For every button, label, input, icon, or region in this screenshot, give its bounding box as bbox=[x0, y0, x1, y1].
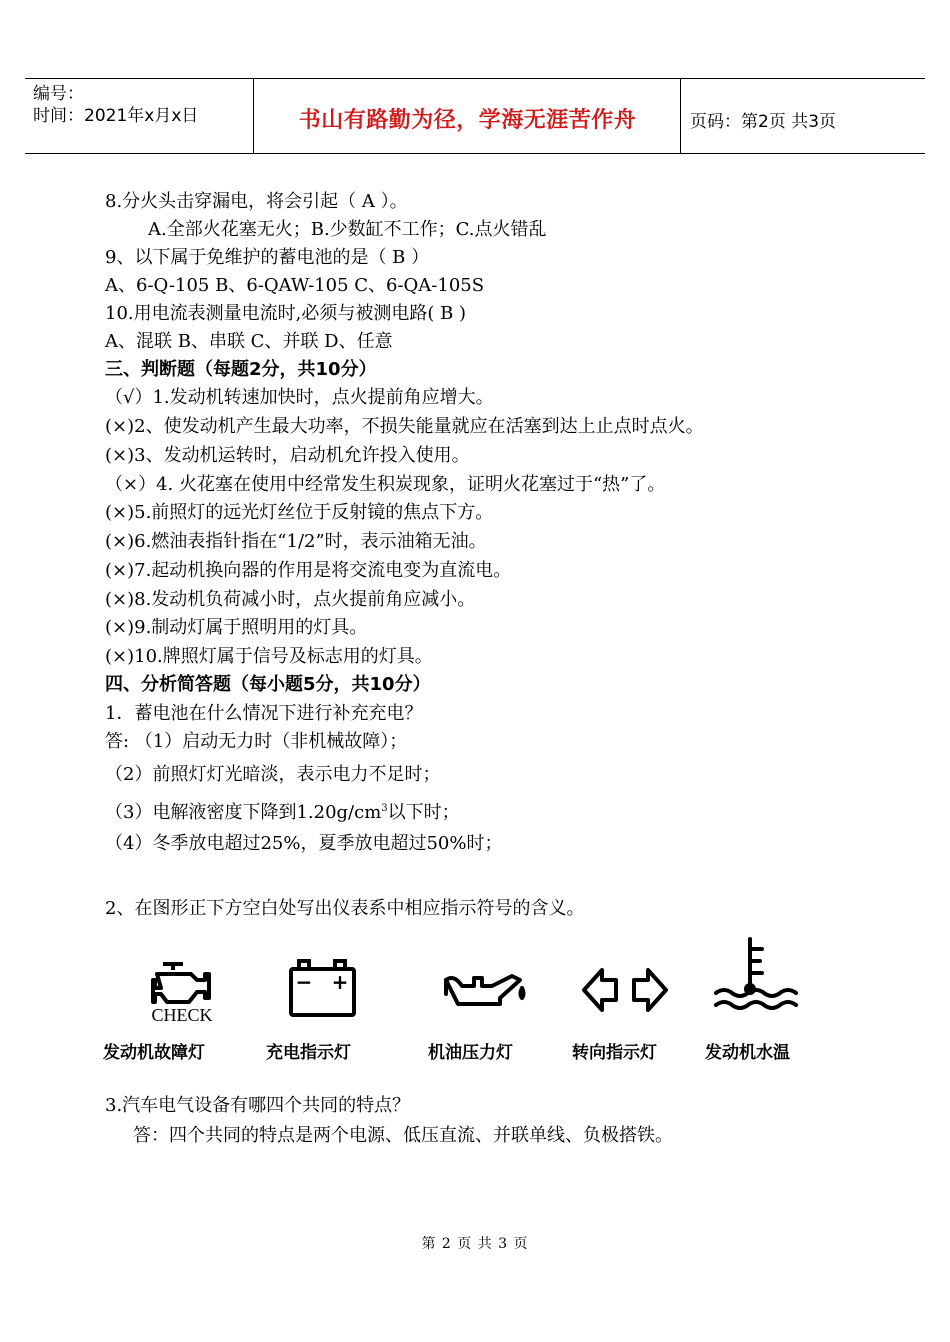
answer-1-item-3-suffix: 以下时； bbox=[387, 802, 460, 823]
judgment-5: (×)5.前照灯的远光灯丝位于反射镜的焦点下方。 bbox=[105, 502, 494, 523]
judgment-3: (×)3、发动机运转时，启动机允许投入使用。 bbox=[105, 445, 470, 466]
battery-icon bbox=[285, 955, 360, 1020]
judgment-2: (×)2、使发动机产生最大功率，不损失能量就应在活塞到达上止点时点火。 bbox=[105, 416, 704, 437]
answer-1-item-2: （2）前照灯灯光暗淡，表示电力不足时； bbox=[105, 764, 441, 785]
answer-3-question: 3.汽车电气设备有哪四个共同的特点？ bbox=[105, 1095, 411, 1116]
header-page-info: 页码：第2页 共3页 bbox=[690, 112, 837, 132]
battery-minus-sign: − bbox=[295, 970, 313, 994]
document-number-label: 编号： bbox=[33, 84, 84, 104]
answer-3-answer: 答：四个共同的特点是两个电源、低压直流、并联单线、负极搭铁。 bbox=[133, 1125, 673, 1146]
judgment-7: (×)7.起动机换向器的作用是将交流电变为直流电。 bbox=[105, 560, 512, 581]
judgment-10: (×)10.牌照灯属于信号及标志用的灯具。 bbox=[105, 646, 433, 667]
question-9: 9、以下属于免维护的蓄电池的是（ B ） bbox=[105, 247, 430, 268]
judgment-6: (×)6.燃油表指针指在“1/2”时，表示油箱无油。 bbox=[105, 531, 487, 552]
check-text: CHECK bbox=[151, 1005, 213, 1025]
section-3-title: 三、判断题（每题2分，共10分） bbox=[105, 359, 377, 380]
judgment-8: (×)8.发动机负荷减小时，点火提前角应减小。 bbox=[105, 589, 476, 610]
engine-check-icon bbox=[145, 950, 220, 1025]
oil-can-icon bbox=[440, 962, 535, 1017]
header-meta bbox=[33, 83, 198, 127]
judgment-9: (×)9.制动灯属于照明用的灯具。 bbox=[105, 617, 368, 638]
coolant-temperature-icon bbox=[708, 935, 798, 1015]
document-date: 时间：2021年x月x日 bbox=[33, 106, 199, 126]
answer-2-question: 2、在图形正下方空白处写出仪表系中相应指示符号的含义。 bbox=[105, 898, 585, 919]
question-9-options: A、6-Q-105 B、6-QAW-105 C、6-QA-105S bbox=[105, 275, 485, 296]
answer-1-item-3-text: （3）电解液密度下降到1.20g/cm bbox=[105, 802, 382, 823]
answer-1-item-1: 答: （1）启动无力时（非机械故障）； bbox=[105, 731, 408, 752]
page-footer: 第 2 页 共 3 页 bbox=[421, 1236, 529, 1252]
label-engine-coolant-temp: 发动机水温 bbox=[705, 1043, 790, 1063]
label-charging-indicator: 充电指示灯 bbox=[266, 1043, 351, 1063]
answer-1-item-4: （4）冬季放电超过25%，夏季放电超过50%时； bbox=[105, 833, 503, 854]
label-turn-indicator: 转向指示灯 bbox=[572, 1043, 657, 1063]
question-10: 10.用电流表测量电流时,必须与被测电路( B ) bbox=[105, 303, 467, 324]
page-header bbox=[25, 78, 925, 154]
judgment-1: （√）1.发动机转速加快时，点火提前角应增大。 bbox=[105, 387, 494, 408]
answer-1-item-3 bbox=[105, 797, 460, 825]
header-divider bbox=[253, 79, 254, 153]
section-4-title: 四、分析简答题（每小题5分，共10分） bbox=[105, 674, 431, 695]
label-engine-fault-light: 发动机故障灯 bbox=[103, 1043, 205, 1063]
judgment-4: （×）4. 火花塞在使用中经常发生积炭现象，证明火花塞过于“热”了。 bbox=[105, 474, 666, 495]
question-8: 8.分火头击穿漏电，将会引起（ A ）。 bbox=[105, 191, 408, 212]
question-10-options: A、混联 B、串联 C、并联 D、任意 bbox=[105, 331, 393, 352]
battery-plus-sign: + bbox=[331, 970, 349, 994]
label-oil-pressure-light: 机油压力灯 bbox=[428, 1043, 513, 1063]
superscript-3: 3 bbox=[381, 803, 388, 814]
question-8-options: A.全部火花塞无火；B.少数缸不工作；C.点火错乱 bbox=[148, 219, 547, 240]
turn-signal-icon bbox=[580, 965, 670, 1015]
answer-1-question: 1．蓄电池在什么情况下进行补充充电？ bbox=[105, 703, 423, 724]
header-divider bbox=[680, 79, 681, 153]
header-motto: 书山有路勤为径，学海无涯苦作舟 bbox=[298, 108, 637, 133]
